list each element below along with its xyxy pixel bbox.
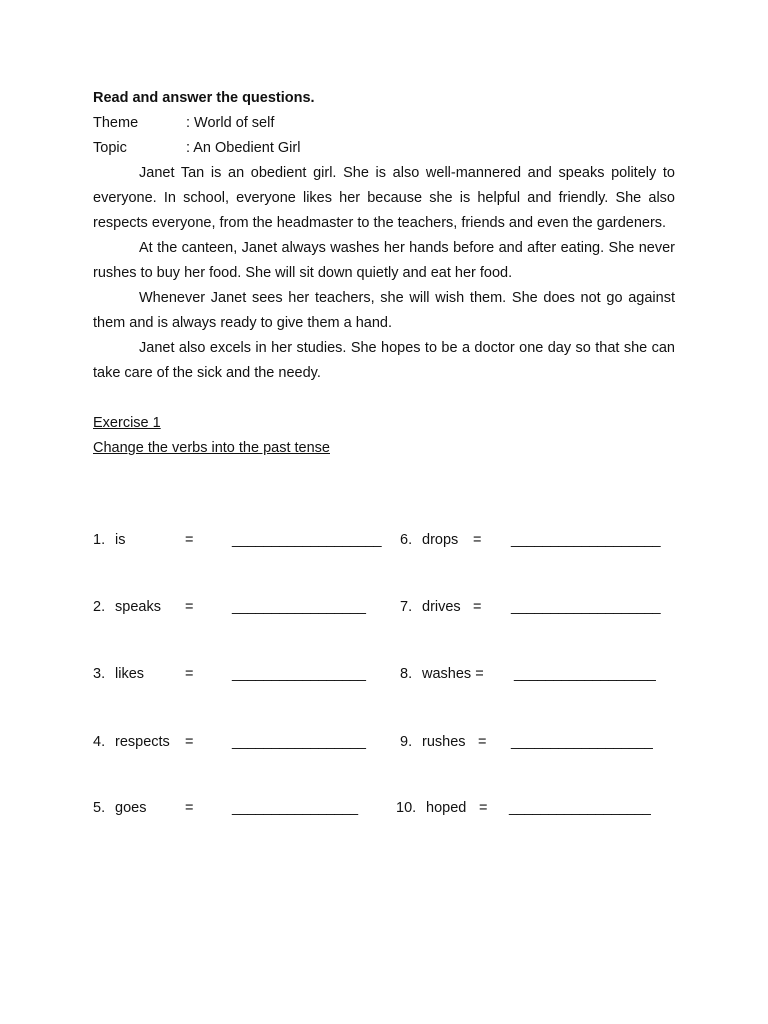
equals-sign: = bbox=[473, 532, 482, 548]
item-number: 6. bbox=[400, 532, 413, 548]
equals-sign: = bbox=[185, 599, 194, 615]
equals-sign: = bbox=[185, 532, 194, 548]
passage-paragraph-2: At the canteen, Janet always washes her hands before and after eating. She never rushes to buy her food. She will sit down quietly and eat her food. bbox=[93, 240, 675, 281]
verb: rushes bbox=[422, 734, 466, 750]
exercise-row-2 bbox=[93, 597, 675, 617]
item-number: 3. bbox=[93, 666, 106, 682]
passage-paragraph-3: Whenever Janet sees her teachers, she will wish them. She does not go against them and is always ready to give them a hand. bbox=[93, 290, 675, 331]
theme-label: Theme bbox=[93, 115, 139, 131]
verb: respects bbox=[115, 734, 170, 750]
item-number: 10. bbox=[396, 800, 417, 816]
verb: speaks bbox=[115, 599, 161, 615]
topic-label: Topic bbox=[93, 140, 127, 156]
answer-blank[interactable]: ___________________ bbox=[232, 532, 382, 548]
answer-blank[interactable]: __________________ bbox=[509, 800, 651, 816]
verb: goes bbox=[115, 800, 147, 816]
equals-sign: = bbox=[185, 800, 194, 816]
item-number: 5. bbox=[93, 800, 106, 816]
topic-value: : An Obedient Girl bbox=[186, 140, 301, 156]
item-number: 9. bbox=[400, 734, 413, 750]
verb: washes = bbox=[422, 666, 484, 682]
exercise-row-5 bbox=[93, 798, 675, 818]
answer-blank[interactable]: __________________ bbox=[514, 666, 656, 682]
verb: drops bbox=[422, 532, 459, 548]
item-number: 1. bbox=[93, 532, 106, 548]
item-number: 7. bbox=[400, 599, 413, 615]
answer-blank[interactable]: _________________ bbox=[232, 599, 366, 615]
exercise-list bbox=[93, 0, 675, 1024]
answer-blank[interactable]: ________________ bbox=[232, 800, 358, 816]
passage-paragraph-1: Janet Tan is an obedient girl. She is also well-mannered and speaks politely to everyone. In school, everyone likes her because she is helpful and friendly. She also respects everyone, from the headmaster to the teachers, friends and even the gardeners. bbox=[93, 165, 675, 231]
exercise-instruction: Change the verbs into the past tense bbox=[93, 440, 330, 456]
answer-blank[interactable]: ___________________ bbox=[511, 599, 661, 615]
exercise-row-4 bbox=[93, 732, 675, 752]
item-number: 8. bbox=[400, 666, 413, 682]
exercise-title: Exercise 1 bbox=[93, 415, 161, 431]
exercise-row-1 bbox=[93, 530, 675, 550]
item-number: 4. bbox=[93, 734, 106, 750]
equals-sign: = bbox=[185, 734, 194, 750]
verb: drives bbox=[422, 599, 461, 615]
verb: hoped bbox=[426, 800, 467, 816]
exercise-row-3 bbox=[93, 664, 675, 684]
instruction-heading: Read and answer the questions. bbox=[93, 90, 315, 106]
item-number: 2. bbox=[93, 599, 106, 615]
answer-blank[interactable]: __________________ bbox=[511, 734, 653, 750]
answer-blank[interactable]: _________________ bbox=[232, 734, 366, 750]
equals-sign: = bbox=[479, 800, 488, 816]
equals-sign: = bbox=[185, 666, 194, 682]
equals-sign: = bbox=[478, 734, 487, 750]
theme-value: : World of self bbox=[186, 115, 275, 131]
verb: likes bbox=[115, 666, 145, 682]
verb: is bbox=[115, 532, 126, 548]
answer-blank[interactable]: ___________________ bbox=[511, 532, 661, 548]
answer-blank[interactable]: _________________ bbox=[232, 666, 366, 682]
equals-sign: = bbox=[473, 599, 482, 615]
passage-paragraph-4: Janet also excels in her studies. She hopes to be a doctor one day so that she can take care of the sick and the needy. bbox=[93, 340, 675, 381]
